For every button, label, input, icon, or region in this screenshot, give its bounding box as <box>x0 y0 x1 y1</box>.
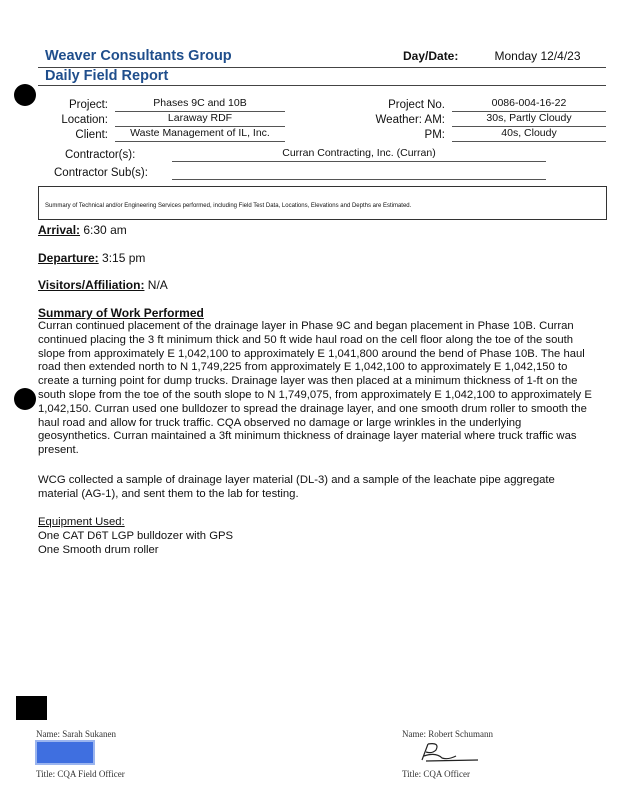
header-rule-2 <box>38 85 606 86</box>
work-paragraph-2: WCG collected a sample of drainage layer material (DL-3) and a sample of the leachate pipe aggregate material (AG-1), and sent them to the lab for testing. <box>38 474 555 500</box>
company-title: Weaver Consultants Group <box>45 48 232 64</box>
contractor-sub-underline <box>172 179 546 180</box>
left-signer-name: Name: Sarah Sukanen <box>36 729 116 739</box>
pm-label: PM: <box>424 129 445 141</box>
work-heading-text: Summary of Work Performed <box>38 306 204 320</box>
client-underline <box>115 141 285 142</box>
day-date-value: Monday 12/4/23 <box>494 49 581 63</box>
hole-punch <box>14 388 36 410</box>
left-signer-title: Title: CQA Field Officer <box>36 769 125 779</box>
work-paragraph-1: Curran continued placement of the drainage layer in Phase 9C and began placement in Phase 10B. Curran continued placing the 3 ft minimum thick and 50 ft wide haul road on the cell floor along the toe of the south slope from approximately E 1,042,100 to approximately E 1,041,800 around the bend of Phase 10B. The haul road then extended north to N 1,749,225 from approximately E 1,042,100 to approximately E 1,042,150 to create a turning point for dump trucks. Drainage layer was then placed at a minimum thickness of 1-ft on the south slope from the toe of the south slope to N 1,749,075, from approximately E 1,042,100 to approximately E 1,042,150. Curran used one bulldozer to spread the drainage layer, and one smooth drum roller to smooth the haul road and allow for truck traffic. CQA observed no damage or large wrinkles in the underlying geosynthetics. Curran maintained a 3ft minimum thickness of drainage layer material where truck traffic was present. <box>38 320 592 457</box>
weather-am-value: 30s, Partly Cloudy <box>486 112 572 124</box>
summary-box-text: Summary of Technical and/or Engineering Services performed, including Field Test Data, Locations, Elevations and Depths are Estimated. <box>45 203 412 209</box>
header-rule <box>38 67 606 68</box>
departure-row <box>38 251 145 265</box>
project-no-label: Project No. <box>388 99 445 111</box>
work-heading <box>38 306 204 320</box>
project-label: Project: <box>69 99 108 111</box>
contractor-label: Contractor(s): <box>65 149 136 161</box>
contractor-underline <box>172 161 546 162</box>
location-value: Laraway RDF <box>167 112 233 124</box>
visitors-value: N/A <box>147 278 168 292</box>
hole-punch <box>14 84 36 106</box>
pm-value: 40s, Cloudy <box>501 127 557 139</box>
project-value: Phases 9C and 10B <box>153 97 247 109</box>
day-date-label: Day/Date: <box>403 49 459 63</box>
client-value: Waste Management of IL, Inc. <box>130 127 270 139</box>
location-label: Location: <box>61 114 108 126</box>
project-no-value: 0086-004-16-22 <box>491 97 567 109</box>
equipment-item: One Smooth drum roller <box>38 544 159 556</box>
arrival-label: Arrival: <box>38 223 81 237</box>
visitors-label: Visitors/Affiliation: <box>38 278 145 292</box>
equipment-heading <box>38 516 594 530</box>
equipment-item: One CAT D6T LGP bulldozer with GPS <box>38 530 234 542</box>
redaction-box <box>16 696 47 720</box>
handwritten-signature <box>418 740 488 764</box>
visitors-row <box>38 278 168 292</box>
departure-label: Departure: <box>38 251 99 265</box>
client-label: Client: <box>75 129 108 141</box>
contractor-value: Curran Contracting, Inc. (Curran) <box>282 147 436 159</box>
report-title: Daily Field Report <box>45 68 169 84</box>
pm-underline <box>452 141 606 142</box>
arrival-row <box>38 223 127 237</box>
right-signer-name: Name: Robert Schumann <box>402 729 493 739</box>
company-name <box>45 46 232 86</box>
right-signer-title: Title: CQA Officer <box>402 769 471 779</box>
weather-am-label: Weather: AM: <box>375 114 445 126</box>
contractor-sub-label: Contractor Sub(s): <box>54 167 148 179</box>
summary-box <box>38 186 607 220</box>
departure-value: 3:15 pm <box>102 251 146 265</box>
arrival-value: 6:30 am <box>83 223 127 237</box>
signature-redaction <box>35 740 95 765</box>
equipment-heading-text: Equipment Used: <box>38 516 125 528</box>
